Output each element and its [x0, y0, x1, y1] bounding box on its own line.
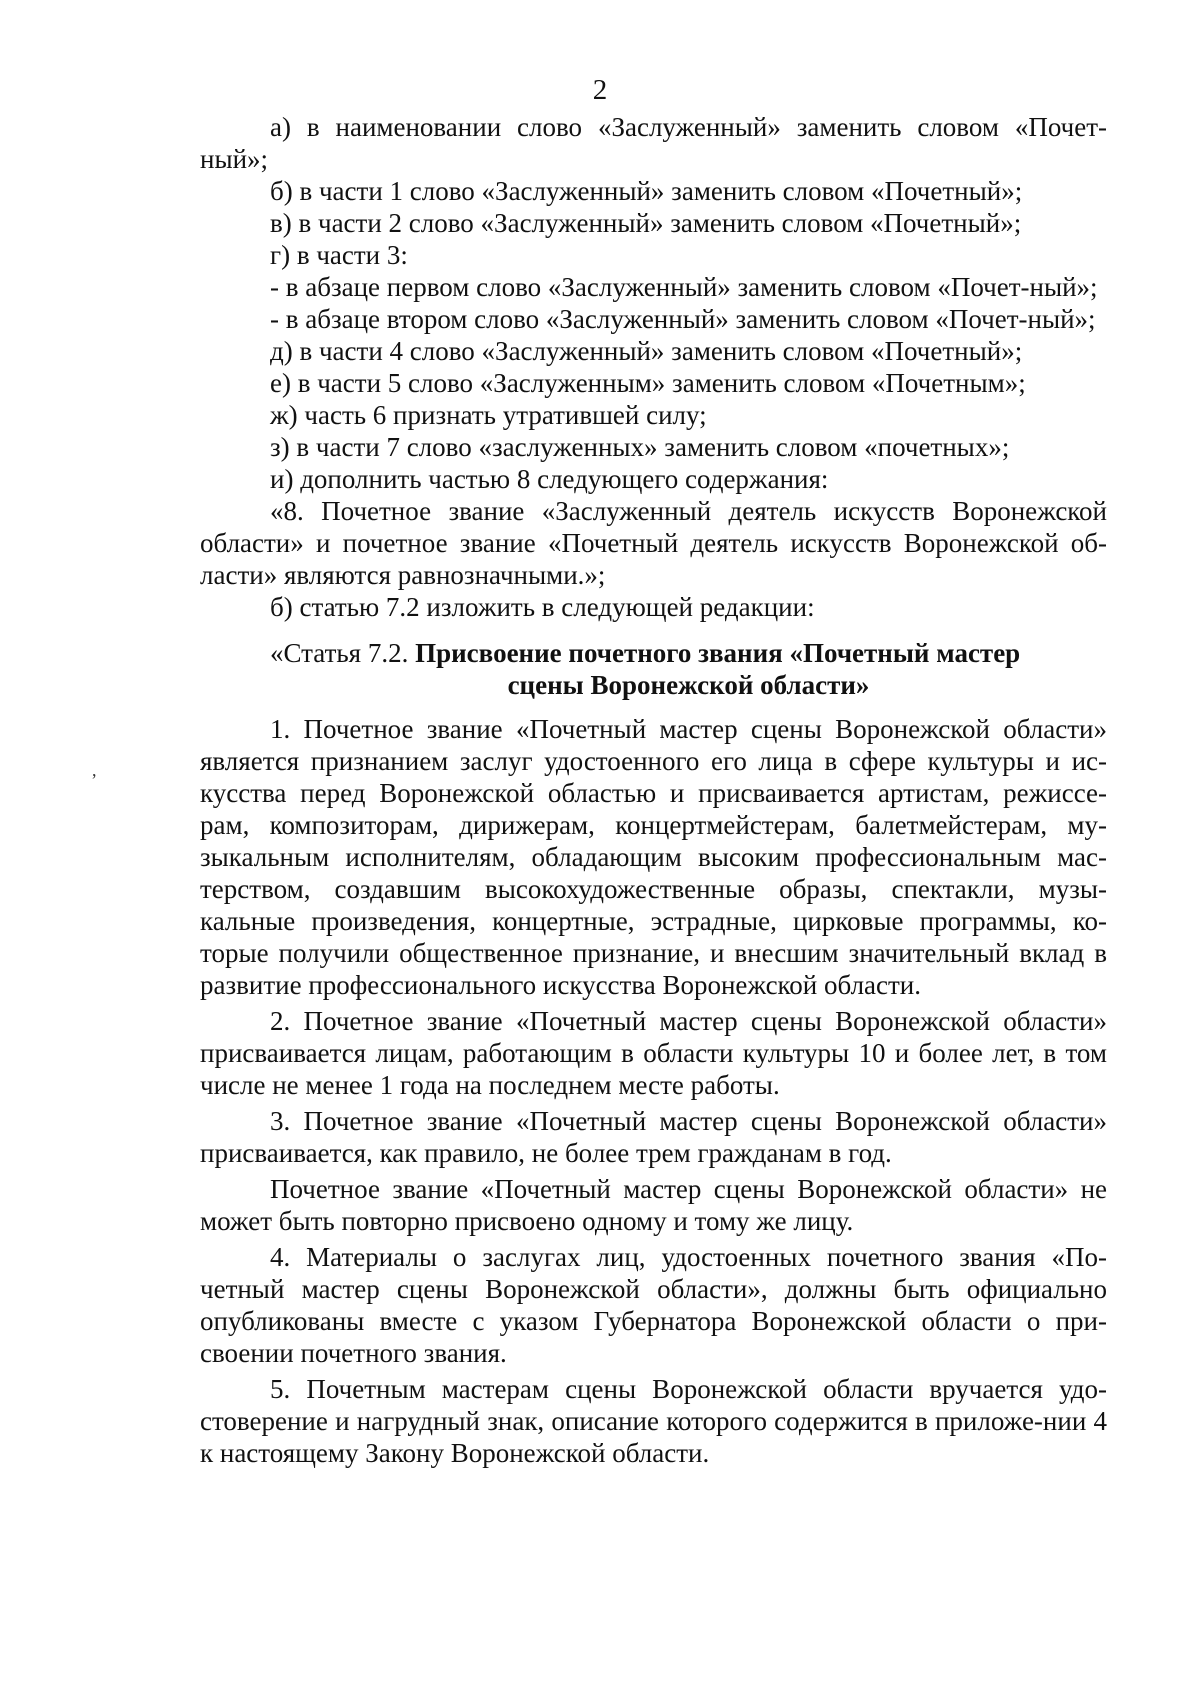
paragraph-a: а) в наименовании слово «Заслуженный» заменить словом «Почет-ный»;: [200, 112, 1107, 174]
article-paragraph-2: 2. Почетное звание «Почетный мастер сцены Воронежской области» присваивается лицам, работающим в области культуры 10 и более лет, в том числе не менее 1 года на последнем месте работы.: [200, 1006, 1107, 1100]
paragraph-zh: ж) часть 6 признать утратившей силу;: [270, 400, 707, 430]
article-paragraph-4: 4. Материалы о заслугах лиц, удостоенных почетного звания «По-четный мастер сцены Воронежской области», должны быть официально опубликованы вместе с указом Губернатора Воронежской области о при-своении почетного звания.: [200, 1242, 1107, 1368]
article-heading-prefix: «Статья 7.2.: [270, 638, 409, 668]
document-body: [200, 111, 1107, 1469]
paragraph-z: з) в части 7 слово «заслуженных» заменить словом «почетных»;: [270, 432, 1010, 462]
article-heading-title-line1: Присвоение почетного звания «Почетный мастер: [415, 638, 1021, 668]
paragraph-v: в) в части 2 слово «Заслуженный» заменить словом «Почетный»;: [270, 208, 1022, 238]
paragraph-e: е) в части 5 слово «Заслуженным» заменить словом «Почетным»;: [270, 368, 1026, 398]
article-heading: [200, 637, 1107, 701]
paragraph-g: г) в части 3:: [270, 240, 408, 270]
paragraph-i: и) дополнить частью 8 следующего содержания:: [270, 464, 829, 494]
paragraph-b: б) в части 1 слово «Заслуженный» заменить словом «Почетный»;: [270, 176, 1023, 206]
paragraph-g-first: - в абзаце первом слово «Заслуженный» заменить словом «Почет-ный»;: [270, 272, 1098, 302]
margin-mark: ,: [92, 760, 97, 780]
article-paragraph-1: 1. Почетное звание «Почетный мастер сцены Воронежской области» является признанием заслуг удостоенного его лица в сфере культуры и ис-кусства перед Воронежской областью и присваивается артистам, режиссе-рам, композиторам, дирижерам, концертмейстерам, балетмейстерам, му-зыкальным исполнителям, обладающим высоким профессиональным мас-терством, создавшим высокохудожественные образы, спектакли, музы-кальные произведения, концертные, эстрадные, цирковые программы, ко-торые получили общественное признание, и внесшим значительный вклад в развитие профессионального искусства Воронежской области.: [200, 714, 1107, 1000]
article-heading-title-line2: сцены Воронежской области»: [507, 670, 870, 700]
article-paragraph-3: 3. Почетное звание «Почетный мастер сцены Воронежской области» присваивается, как правило, не более трем гражданам в год.: [200, 1106, 1107, 1168]
paragraph-article-7-2: б) статью 7.2 изложить в следующей редакции:: [270, 592, 815, 622]
paragraph-part-8: «8. Почетное звание «Заслуженный деятель искусств Воронежской области» и почетное звание «Почетный деятель искусств Воронежской об-ласти» являются равнозначными.»;: [200, 496, 1107, 590]
article-paragraph-3-second: Почетное звание «Почетный мастер сцены Воронежской области» не может быть повторно присвоено одному и тому же лицу.: [200, 1174, 1107, 1236]
page-number: 2: [592, 74, 608, 106]
paragraph-d: д) в части 4 слово «Заслуженный» заменить словом «Почетный»;: [270, 336, 1023, 366]
paragraph-g-second: - в абзаце втором слово «Заслуженный» заменить словом «Почет-ный»;: [270, 304, 1096, 334]
article-paragraph-5: 5. Почетным мастерам сцены Воронежской области вручается удо-стоверение и нагрудный знак, описание которого содержится в приложе-нии 4 к настоящему Закону Воронежской области.: [200, 1374, 1107, 1468]
